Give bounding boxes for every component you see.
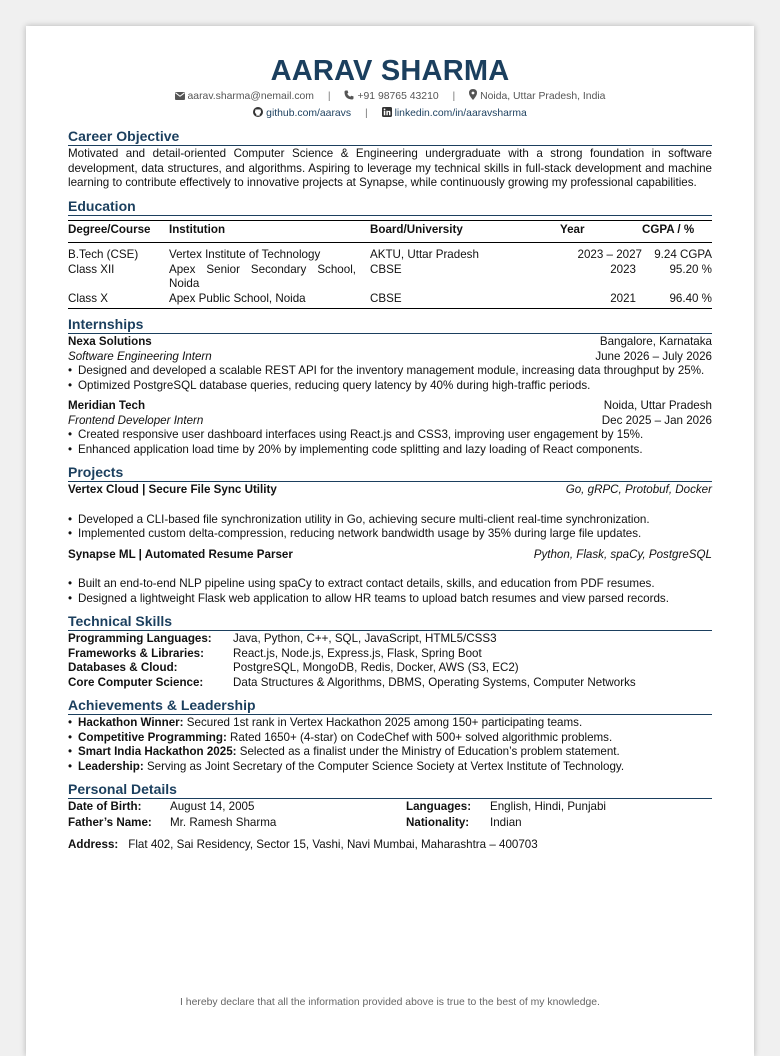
resume-content <box>68 56 712 853</box>
phone-item[interactable] <box>344 91 438 102</box>
achievement-label: Hackathon Winner: <box>78 716 184 729</box>
nationality-label: Nationality: <box>406 815 470 829</box>
section-title-projects: Projects <box>68 464 712 482</box>
contact-line-1 <box>68 89 712 104</box>
list-item: • Built an end-to-end NLP pipeline using spaCy to extract contact details, skills, and education from PDF resumes. <box>68 577 712 592</box>
table-row <box>68 292 712 309</box>
table-cell: Vertex Institute of Technology <box>169 248 321 261</box>
achievement-label: Competitive Programming: <box>78 730 227 744</box>
address-value: Flat 402, Sai Residency, Sector 15, Vashi, Navi Mumbai, Maharashtra – 400703 <box>128 838 538 851</box>
dob-value: August 14, 2005 <box>170 800 255 813</box>
skill-value: PostgreSQL, MongoDB, Redis, Docker, AWS (S3, EC2) <box>233 661 519 674</box>
list-item: • Implemented custom delta-compression, reducing network bandwidth usage by 35% during large file updates. <box>68 527 712 542</box>
table-cell: Class X <box>68 292 169 309</box>
skill-value: Java, Python, C++, SQL, JavaScript, HTML5/CSS3 <box>233 632 497 645</box>
achievement-text: Rated 1650+ (4-star) on CodeChef with 500+ solved algorithmic problems. <box>230 730 613 744</box>
project-bullets <box>68 513 712 542</box>
internship-heading <box>68 335 712 350</box>
linkedin-icon <box>382 108 395 119</box>
address-label: Address: <box>68 838 119 851</box>
table-cell: 2023 – 2027 <box>577 248 642 261</box>
email-text: aarav.sharma@nemail.com <box>187 91 314 102</box>
list-item <box>68 760 712 775</box>
table-cell: AKTU, Uttar Pradesh <box>370 248 479 261</box>
table-cell: B.Tech (CSE) <box>68 248 139 261</box>
table-cell: 9.24 CGPA <box>654 248 712 261</box>
achievement-text: Serving as Joint Secretary of the Computer Science Society at Vertex Institute of Technology. <box>146 759 625 773</box>
list-item <box>68 716 712 731</box>
section-title-skills: Technical Skills <box>68 613 712 631</box>
internship-dates: Dec 2025 – Jan 2026 <box>601 413 712 427</box>
internship-location: Noida, Uttar Pradesh <box>603 399 712 412</box>
list-item: • Designed and developed a scalable REST API for the inventory management module, increasing data throughput by 25%. <box>68 364 712 379</box>
internship-dates: June 2026 – July 2026 <box>595 349 712 363</box>
achievement-label: Smart India Hackathon 2025: <box>78 745 237 758</box>
table-header: Institution <box>169 220 370 243</box>
personal-details-grid <box>68 800 712 830</box>
languages-value: English, Hindi, Punjabi <box>490 800 607 813</box>
github-text: github.com/aaravs <box>266 108 352 119</box>
internship-location: Bangalore, Karnataka <box>599 335 712 348</box>
father-name-label: Father’s Name: <box>68 815 152 829</box>
resume-page <box>26 26 754 1056</box>
company-name: Nexa Solutions <box>68 335 152 348</box>
skill-label: Databases & Cloud: <box>68 661 178 674</box>
table-header: Year <box>560 220 642 243</box>
section-title-objective: Career Objective <box>68 128 712 146</box>
table-cell: Class XII <box>68 262 115 276</box>
table-header-row <box>68 220 712 243</box>
internship-bullets <box>68 428 712 457</box>
phone-icon <box>344 91 357 102</box>
list-item: • Developed a CLI-based file synchronization utility in Go, achieving secure multi-client real-time synchronization. <box>68 513 712 528</box>
list-item <box>68 745 712 760</box>
list-item: • Optimized PostgreSQL database queries, reducing query latency by 40% during high-traffic periods. <box>68 379 712 394</box>
list-item: • Designed a lightweight Flask web application to allow HR teams to upload batch resumes and view parsed records. <box>68 592 712 607</box>
contact-line-2 <box>68 107 712 121</box>
table-cell: 95.20 % <box>669 262 712 276</box>
internship-role: Software Engineering Intern <box>68 349 212 363</box>
skill-value: Data Structures & Algorithms, DBMS, Operating Systems, Computer Networks <box>233 675 636 689</box>
section-title-internships: Internships <box>68 316 712 334</box>
separator: | <box>452 91 456 102</box>
project-bullets <box>68 577 712 606</box>
list-item: • Created responsive user dashboard interfaces using React.js and CSS3, improving user engagement by 15%. <box>68 428 712 443</box>
internship-role: Frontend Developer Intern <box>68 413 204 427</box>
table-row <box>68 263 712 292</box>
skill-label: Core Computer Science: <box>68 675 204 689</box>
linkedin-link[interactable] <box>382 108 527 119</box>
dob-label: Date of Birth: <box>68 800 142 813</box>
table-row <box>68 243 712 263</box>
project-tech: Python, Flask, spaCy, PostgreSQL <box>533 547 712 561</box>
table-header: Board/University <box>370 220 560 243</box>
achievements-list <box>68 716 712 774</box>
linkedin-text: linkedin.com/in/aaravsharma <box>394 108 527 119</box>
map-pin-icon <box>469 91 480 102</box>
achievement-label: Leadership: <box>78 759 144 773</box>
education-table <box>68 220 712 310</box>
table-cell: CBSE <box>370 262 402 276</box>
internship-subheading <box>68 414 712 429</box>
company-name: Meridian Tech <box>68 399 146 412</box>
section-title-education: Education <box>68 198 712 216</box>
skill-label: Programming Languages: <box>68 632 212 645</box>
github-link[interactable] <box>253 108 351 119</box>
section-title-personal: Personal Details <box>68 781 712 799</box>
project-entry <box>68 483 712 542</box>
internship-entry <box>68 335 712 393</box>
github-icon <box>253 108 266 119</box>
achievement-text: Selected as a finalist under the Ministry of Education’s problem statement. <box>239 745 620 758</box>
address-line <box>68 838 712 853</box>
envelope-icon <box>175 91 188 102</box>
project-heading <box>68 483 712 498</box>
father-name-value: Mr. Ramesh Sharma <box>170 815 277 829</box>
table-cell: 2023 <box>610 262 636 276</box>
objective-text: Motivated and detail-oriented Computer Science & Engineering undergraduate with a strong foundation in software development, data structures, and algorithms. Aspiring to leverage my technical skills in full-stack development and machine learning to contribute effectively to innovative projects at Synapse, while continuously growing my professional capabilities. <box>68 147 712 189</box>
project-entry <box>68 548 712 607</box>
project-name: Synapse ML | Automated Resume Parser <box>68 547 293 561</box>
internship-heading <box>68 399 712 414</box>
location-text: Noida, Uttar Pradesh, India <box>480 91 606 102</box>
skills-grid <box>68 632 712 690</box>
separator: | <box>364 108 368 119</box>
section-title-achievements: Achievements & Leadership <box>68 697 712 715</box>
separator: | <box>327 91 331 102</box>
list-item: • Enhanced application load time by 20% by implementing code splitting and lazy loading of React components. <box>68 443 712 458</box>
project-heading <box>68 548 712 563</box>
table-header: CGPA / % <box>642 220 712 243</box>
candidate-name: AARAV SHARMA <box>270 55 510 87</box>
achievement-text: Secured 1st rank in Vertex Hackathon 2025 among 150+ participating teams. <box>186 716 583 729</box>
table-header: Degree/Course <box>68 220 169 243</box>
list-item <box>68 731 712 746</box>
internship-subheading <box>68 350 712 365</box>
project-tech: Go, gRPC, Protobuf, Docker <box>565 483 712 496</box>
skill-label: Frameworks & Libraries: <box>68 646 204 660</box>
internship-bullets <box>68 364 712 393</box>
nationality-value: Indian <box>490 815 522 829</box>
table-cell: CBSE <box>370 292 560 309</box>
languages-label: Languages: <box>406 800 472 813</box>
declaration-text: I hereby declare that all the information provided above is true to the best of my knowledge. <box>180 997 600 1008</box>
table-cell: Apex Public School, Noida <box>169 292 370 309</box>
internship-entry <box>68 399 712 457</box>
phone-text: +91 98765 43210 <box>357 91 439 102</box>
location-item <box>469 91 605 102</box>
table-cell: 2021 <box>560 292 642 309</box>
skill-value: React.js, Node.js, Express.js, Flask, Spring Boot <box>233 646 482 660</box>
table-cell: 96.40 % <box>642 292 712 309</box>
project-name: Vertex Cloud | Secure File Sync Utility <box>68 483 277 496</box>
table-cell: Apex Senior Secondary School, Noida <box>169 262 356 290</box>
email-item[interactable] <box>175 91 314 102</box>
